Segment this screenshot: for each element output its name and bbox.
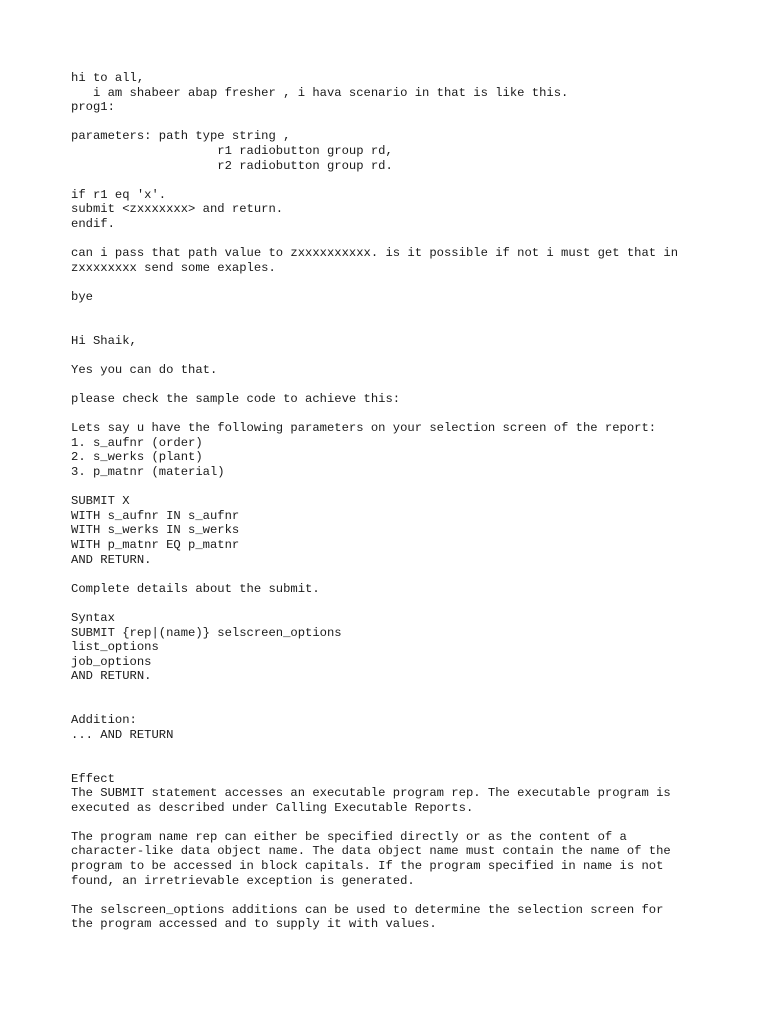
text-line: list_options: [71, 640, 159, 655]
text-line: ... AND RETURN: [71, 727, 174, 742]
text-line: bye: [71, 289, 93, 304]
text-line: [71, 275, 741, 290]
text-line: program to be accessed in block capitals. If the program specified in name is not: [71, 859, 664, 874]
text-line: Effect: [71, 771, 115, 786]
text-line: [71, 319, 741, 334]
text-line: [71, 480, 741, 495]
text-line: 1. s_aufnr (order): [71, 435, 203, 450]
text-line: Lets say u have the following parameters on your selection screen of the report:: [71, 421, 657, 436]
text-line: Yes you can do that.: [71, 362, 218, 377]
text-line: WITH p_matnr EQ p_matnr: [71, 538, 240, 552]
text-line: [71, 348, 741, 363]
text-line: please check the sample code to achieve this:: [71, 392, 401, 407]
text-line: job_options: [71, 654, 152, 669]
text-line: hi to all,: [71, 71, 145, 85]
text-line: the program accessed and to supply it with values.: [71, 917, 437, 932]
text-line: r2 radiobutton group rd.: [71, 158, 393, 173]
text-line: Syntax: [71, 610, 115, 625]
text-line: SUBMIT X: [71, 494, 130, 509]
text-line: The selscreen_options additions can be used to determine the selection screen for: [71, 902, 664, 917]
text-line: [71, 115, 741, 130]
text-line: prog1:: [71, 100, 115, 115]
text-line: [71, 699, 741, 714]
text-line: WITH s_aufnr IN s_aufnr: [71, 508, 240, 523]
text-line: [71, 567, 741, 582]
text-line: [71, 232, 741, 247]
text-line: The SUBMIT statement accesses an executable program rep. The executable program is: [71, 786, 671, 801]
text-line: [71, 173, 741, 188]
text-line: Hi Shaik,: [71, 333, 137, 348]
text-line: 3. p_matnr (material): [71, 465, 225, 480]
text-line: SUBMIT {rep|(name)} selscreen_options: [71, 625, 342, 640]
text-line: [71, 815, 741, 830]
text-line: [71, 742, 741, 757]
text-line: WITH s_werks IN s_werks: [71, 523, 240, 538]
text-line: [71, 888, 741, 903]
text-line: Complete details about the submit.: [71, 581, 320, 596]
text-line: i am shabeer abap fresher , i hava scenario in that is like this.: [71, 85, 569, 100]
text-line: AND RETURN.: [71, 552, 152, 567]
text-line: character-like data object name. The data object name must contain the name of the: [71, 844, 671, 859]
text-line: 2. s_werks (plant): [71, 450, 203, 465]
forum-post-text: [71, 71, 741, 932]
text-line: [71, 757, 741, 772]
text-line: can i pass that path value to zxxxxxxxxxx. is it possible if not i must get that in: [71, 246, 679, 261]
text-line: [71, 377, 741, 392]
text-line: The program name rep can either be specified directly or as the content of a: [71, 829, 627, 844]
text-line: [71, 596, 741, 611]
text-line: [71, 407, 741, 422]
text-line: [71, 684, 741, 699]
text-line: found, an irretrievable exception is generated.: [71, 873, 415, 888]
text-line: Addition:: [71, 713, 137, 728]
text-line: if r1 eq 'x'.: [71, 187, 167, 202]
text-line: executed as described under Calling Executable Reports.: [71, 800, 474, 815]
text-line: submit <zxxxxxxx> and return.: [71, 202, 284, 217]
text-line: [71, 305, 741, 320]
text-line: zxxxxxxxx send some exaples.: [71, 260, 276, 275]
text-line: parameters: path type string ,: [71, 129, 291, 144]
text-line: AND RETURN.: [71, 669, 152, 684]
text-line: endif.: [71, 216, 115, 231]
text-line: r1 radiobutton group rd,: [71, 143, 393, 158]
